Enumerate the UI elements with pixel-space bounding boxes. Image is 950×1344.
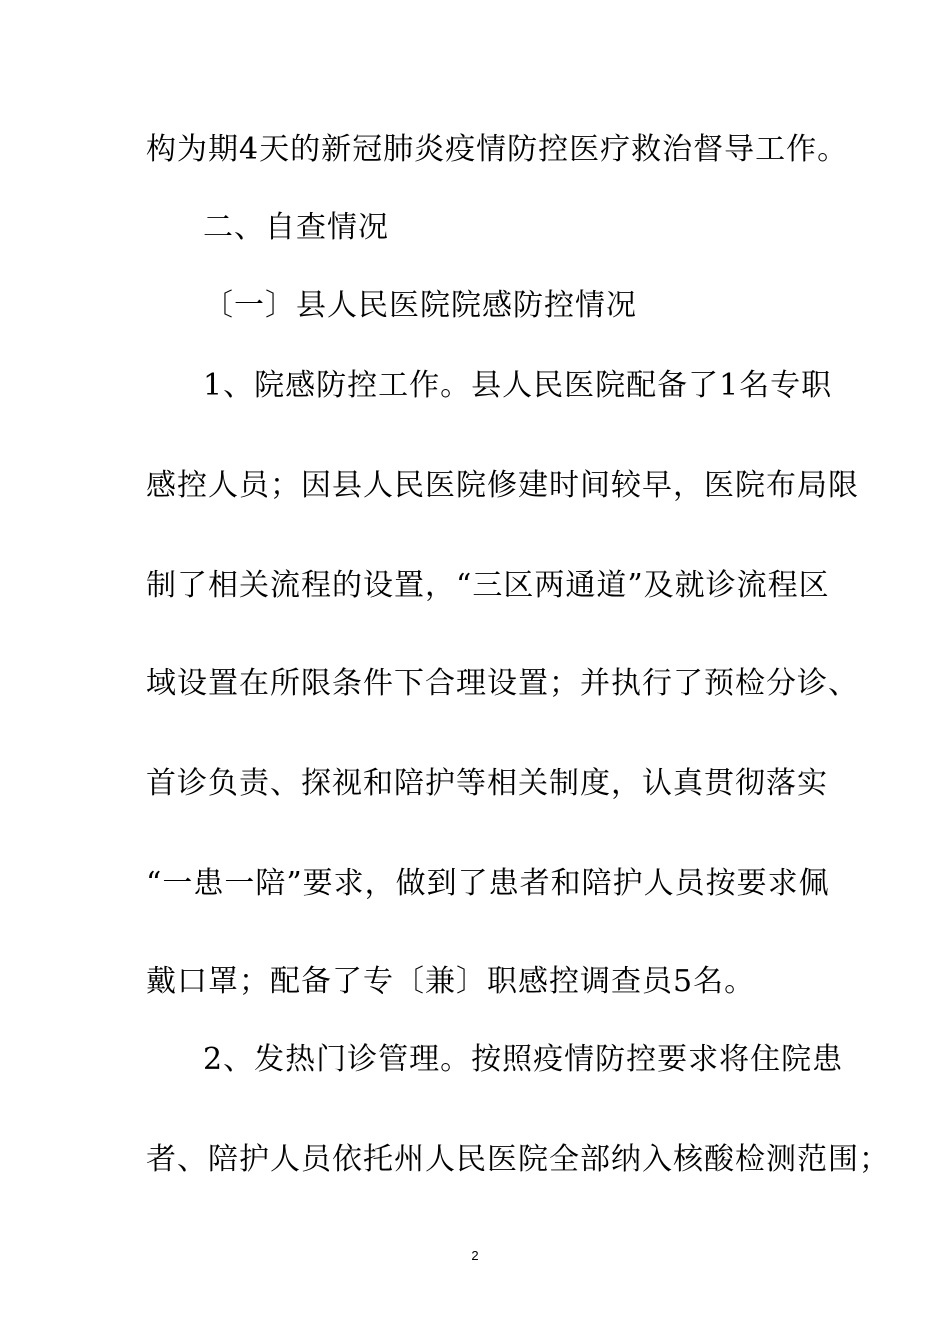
text-line-10: 戴口罩；配备了专〔兼〕职感控调查员5名。 [146,964,756,999]
page-number: 2 [471,1248,479,1263]
text-line-4: 1、院感防控工作。县人民医院配备了1名专职 [203,368,833,403]
text-line-1: 构为期4天的新冠肺炎疫情防控医疗救治督导工作。 [146,132,849,167]
text-line-6: 制了相关流程的设置，“三区两通道”及就诊流程区 [146,568,830,603]
text-line-11: 2、发热门诊管理。按照疫情防控要求将住院患 [203,1042,844,1077]
text-line-12: 者、陪护人员依托州人民医院全部纳入核酸检测范围； [146,1142,890,1177]
text-line-9: “一患一陪”要求，做到了患者和陪护人员按要求佩 [146,866,830,901]
subsection-heading-hospital: 〔一〕县人民医院院感防控情况 [203,288,637,323]
text-line-5: 感控人员；因县人民医院修建时间较早，医院布局限 [146,468,859,503]
text-line-7: 域设置在所限条件下合理设置；并执行了预检分诊、 [146,666,859,701]
text-line-8: 首诊负责、探视和陪护等相关制度，认真贯彻落实 [146,766,828,801]
section-heading-self-check: 二、自查情况 [203,210,389,245]
